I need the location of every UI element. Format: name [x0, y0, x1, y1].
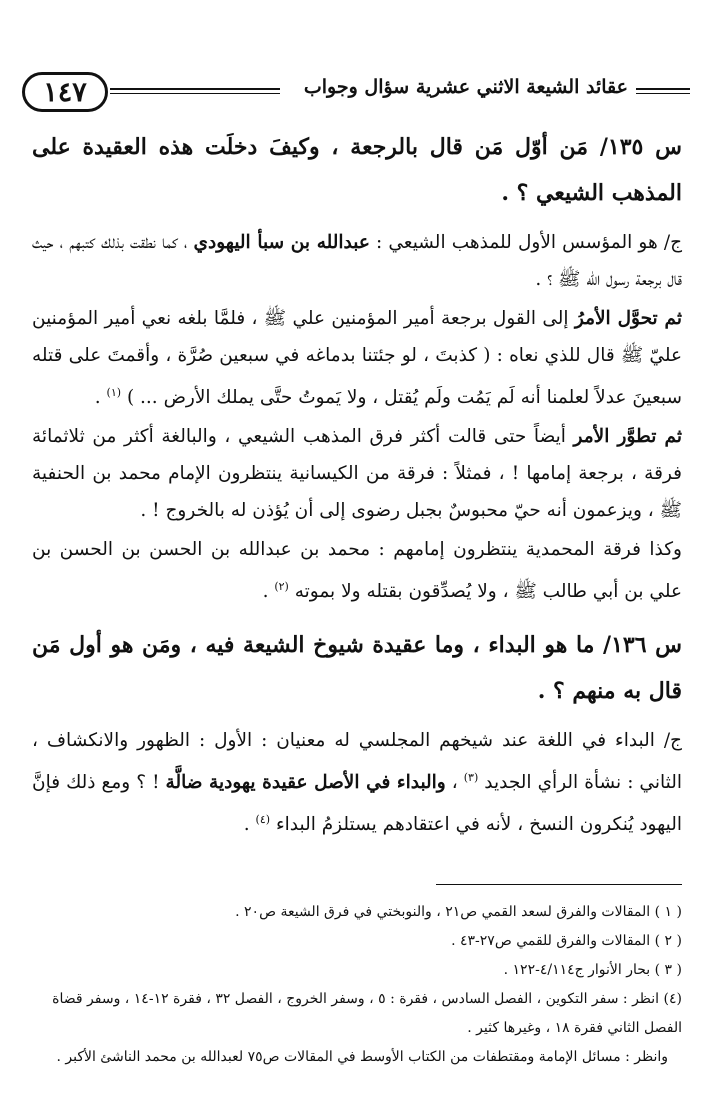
answer-135-p4-text: وكذا فرقة المحمدية ينتظرون إمامهم : محمد بن عبدالله بن الحسن بن الحسن بن علي بن أبي طالب ﷺ ، ولا يُصدِّقون بقتله ولا بموته [32, 539, 682, 603]
running-header [22, 68, 690, 118]
answer-136-text-b: ، [445, 772, 464, 794]
header-rule-right [636, 88, 690, 90]
footnote-1: ( ١ ) المقالات والفرق لسعد القمي ص٢١ ، والنوبختي في فرق الشيعة ص٢٠ . [235, 904, 682, 920]
main-text [32, 124, 682, 846]
answer-135-paragraph-1 [32, 224, 682, 298]
answer-135-paragraph-3 [32, 418, 682, 529]
answer-135-p3-bold: ثم تطوَّر الأمر [573, 426, 682, 448]
answer-135-p1-lead: ج/ هو المؤسس الأول للمذهب الشيعي : [369, 232, 683, 253]
header-rule-left-2 [110, 93, 280, 94]
answer-135-p4-end: . [262, 581, 275, 603]
footnote-2: ( ٢ ) المقالات والفرق للقمي ص٢٧-٤٣ . [451, 933, 682, 949]
header-rule-right-2 [636, 93, 690, 94]
page-number-badge [22, 72, 108, 112]
answer-135-p2-bold: ثم تحوَّل الأمرُ [574, 308, 682, 329]
footnote-ref-2[interactable]: (٢) [274, 580, 289, 594]
footnote-3: ( ٣ ) بحار الأنوار ج٤/١١٤-١٢٢ . [503, 962, 682, 978]
question-136: س ١٣٦/ ما هو البداء ، وما عقيدة شيوخ الشيعة فيه ، ومَن هو أول مَن قال به منهم ؟ . [32, 632, 682, 705]
answer-135-p3-rest: أيضاً حتى قالت أكثر فرق المذهب الشيعي ، والبالغة أكثر من ثلاثمائة فرقة ، برجعة إمامها ! ، فمثلاً : فرقة من الكيسانية ينتظرون الإمام محمد بن الحنفية ﷺ ، ويزعمون أنه حيّ محبوسٌ بجبل رضوى إلى أن يُؤذن له بالخروج ! . [32, 426, 682, 522]
footnote-ref-1[interactable]: (١) [106, 386, 122, 399]
footnote-ref-3[interactable]: (٣) [463, 771, 479, 785]
answer-136-text-a: ج/ البداء في اللغة عند شيخهم المجلسي له معنيان : الأول : الظهور والانكشاف ، الثاني : نشأة الرأي الجديد [32, 730, 682, 794]
footnote-separator [436, 884, 682, 885]
answer-135-p2-rest: إلى القول برجعة أمير المؤمنين علي ﷺ ، فلمَّا بلغه نعي أمير المؤمنين عليّ ﷺ قال للذي نعاه : ( كذبتَ ، لو جئتنا بدماغه في سبعين صُرَّة ، وأقمتَ على قتله سبعينَ عدلاً لعلمنا أنه لَم يَمُت ولَم يُقتل ، ولا يَموتُ حتَّى يملك الأرض ... ) [32, 308, 682, 409]
answer-135-p1-rest: ، كما نطقت بذلك كتبهم ، حيث قال برجعة رسول الله ﷺ ؟ . [32, 232, 682, 290]
answer-136-text-d: . [243, 814, 256, 836]
answer-135-paragraph-2 [32, 300, 682, 416]
answer-135-p1-bold: عبدالله بن سبأ اليهودي [193, 232, 370, 253]
answer-136-text-c: ! ؟ ومع ذلك فإنَّ اليهود يُنكرون النسخ ، لأنه في اعتقادهم يستلزمُ البداء [32, 772, 682, 836]
footnote-4-continued: وانظر : مسائل الإمامة ومقتطفات من الكتاب الأوسط في المقالات ص٧٥ لعبدالله بن محمد الناشئ الأكبر . [56, 1049, 668, 1065]
answer-136-paragraph [32, 722, 682, 843]
footnote-ref-4[interactable]: (٤) [255, 813, 271, 827]
footnotes [32, 898, 682, 1072]
answer-135-p2-end: . [94, 387, 107, 409]
question-135: س ١٣٥/ مَن أوّل مَن قال بالرجعة ، وكيفَ دخلَت هذه العقيدة على المذهب الشيعي ؟ . [32, 134, 682, 206]
header-title: عقائد الشيعة الاثني عشرية سؤال وجواب [303, 76, 628, 98]
answer-136-bold: والبداء في الأصل عقيدة يهودية ضالَّة [165, 772, 446, 794]
header-rule-left [110, 88, 280, 90]
footnote-4: (٤) انظر : سفر التكوين ، الفصل السادس ، فقرة : ٥ ، وسفر الخروج ، الفصل ٣٢ ، فقرة ١٢-١٤ ، وسفر قضاة الفصل الثاني فقرة ١٨ ، وغيرها كثير . [52, 991, 682, 1036]
page-number: ١٤٧ [43, 76, 87, 108]
answer-135-paragraph-4 [32, 531, 682, 610]
